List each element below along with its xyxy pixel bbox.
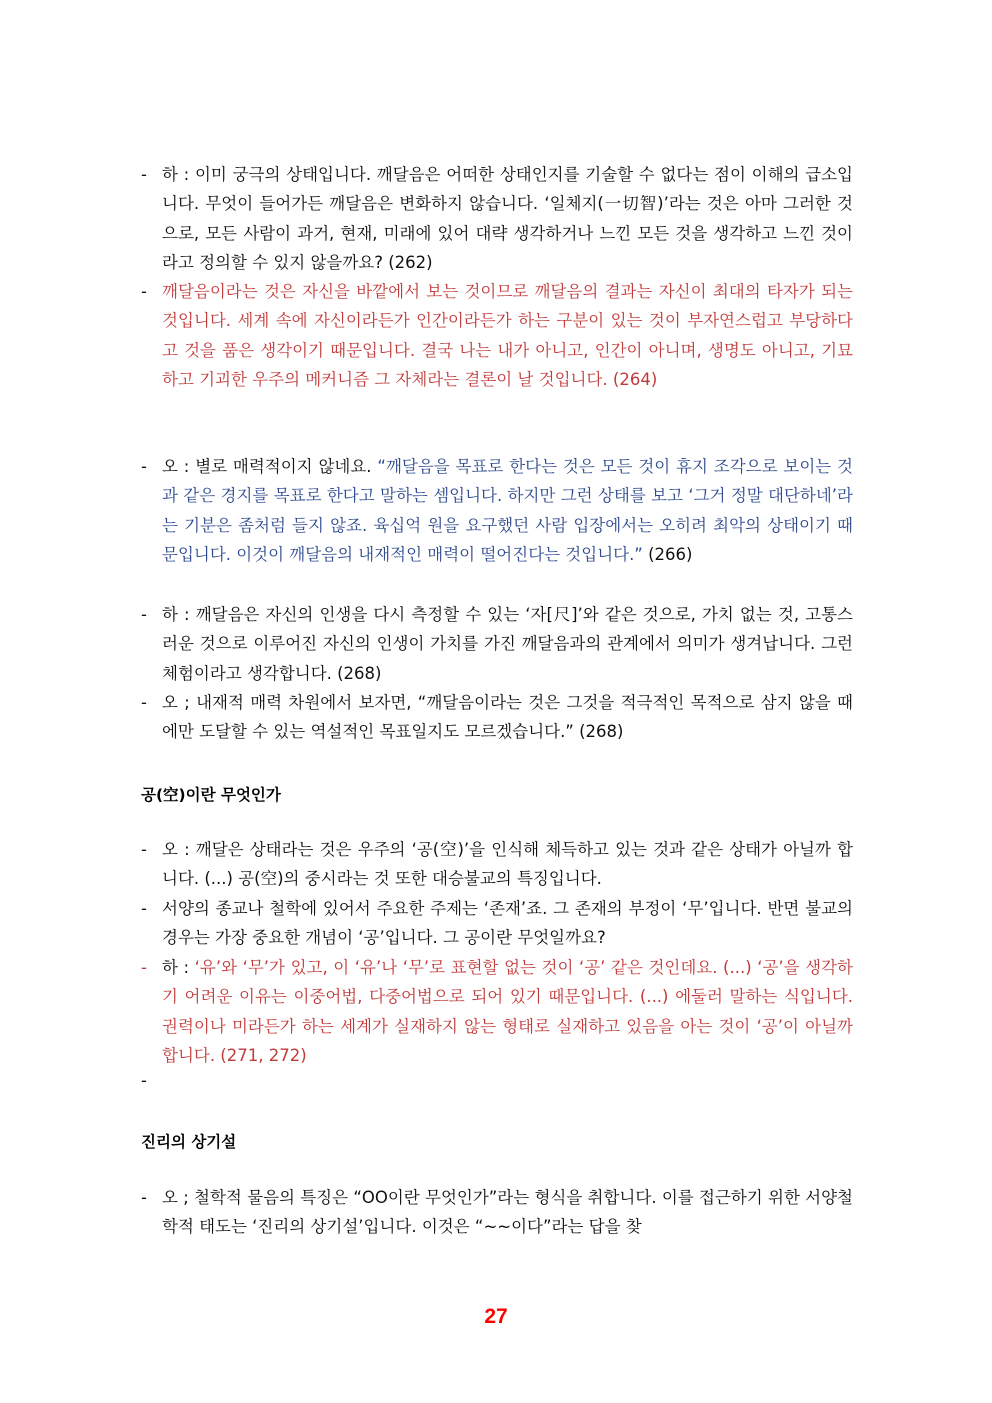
dialogue-item bbox=[141, 1183, 853, 1242]
page-number: 27 bbox=[484, 1305, 508, 1328]
bullet-dash: - bbox=[141, 605, 147, 624]
speaker-prefix: 하 : bbox=[162, 958, 195, 977]
bullet-dash: - bbox=[141, 165, 147, 184]
speaker-prefix: 오 : 별로 매력적이지 않네요. bbox=[162, 457, 378, 476]
dialogue-text: 깨달음이라는 것은 자신을 바깥에서 보는 것이므로 깨달음의 결과는 자신이 최대의 타자가 되는 것입니다. 세계 속에 자신이라든가 인간이라든가 하는 구분이 있는 것이 부자연스럽고 부당하다고 것을 품은 생각이기 때문입니다. 결국 나는 내가 아니고, 인간이 아니며, 생명도 아니고, 기묘하고 기괴한 우주의 메커니즘 그 자체라는 결론이 날 것입니다. (264) bbox=[162, 282, 853, 389]
dialogue-item bbox=[141, 835, 853, 894]
section-heading: 진리의 상기설 bbox=[141, 1133, 237, 1151]
dialogue-item-highlight-red bbox=[141, 277, 853, 394]
dialogue-text: 이미 궁극의 상태입니다. 깨달음은 어떠한 상태인지를 기술할 수 없다는 점이 이해의 급소입니다. 무엇이 들어가든 깨달음은 변화하지 않습니다. ‘일체지(一切智)’라는 것은 아마 그러한 것으로, 모든 사람이 과거, 현재, 미래에 있어 대략 생각하거나 느낀 모든 것을 생각하고 느낀 것이라고 정의할 수 있지 않을까요? (262) bbox=[162, 165, 853, 272]
section-heading: 공(空)이란 무엇인가 bbox=[141, 786, 281, 804]
empty-bullet-dash: - bbox=[141, 1071, 147, 1090]
dialogue-item bbox=[141, 688, 853, 747]
dialogue-item-highlight-red bbox=[141, 953, 853, 1070]
quoted-text-blue: “깨달음을 목표로 한다는 것은 모든 것이 휴지 조각으로 보이는 것과 같은 경지를 목표로 한다고 말하는 셈입니다. 하지만 그런 상태를 보고 ‘그거 정말 대단하네’라는 기분은 좀처럼 들지 않죠. 육십억 원을 요구했던 사람 입장에서는 오히려 최악의 상태이기 때문입니다. 이것이 깨달음의 내재적인 매력이 떨어진다는 것입니다.” bbox=[162, 457, 854, 564]
bullet-dash: - bbox=[141, 958, 147, 977]
dialogue-text: 서양의 종교나 철학에 있어서 주요한 주제는 ‘존재’죠. 그 존재의 부정이 ‘무’입니다. 반면 불교의 경우는 가장 중요한 개념이 ‘공’입니다. 그 공이란 무엇일까요? bbox=[162, 899, 853, 948]
dialogue-item bbox=[141, 452, 853, 569]
dialogue-item bbox=[141, 600, 853, 688]
dialogue-text: 오 : 깨달은 상태라는 것은 우주의 ‘공(空)’을 인식해 체득하고 있는 것과 같은 상태가 아닐까 합니다. (...) 공(空)의 중시라는 것 또한 대승불교의 특징입니다. bbox=[162, 840, 853, 889]
bullet-dash: - bbox=[141, 282, 147, 301]
bullet-dash: - bbox=[141, 840, 147, 859]
page-citation: (266) bbox=[642, 544, 693, 564]
dialogue-text: 오 ; 철학적 물음의 특징은 “OO이란 무엇인가”라는 형식을 취합니다. 이를 접근하기 위한 서양철학적 태도는 ‘진리의 상기설’입니다. 이것은 “~~이다”라는 답을 찾 bbox=[162, 1188, 853, 1237]
speaker-prefix: 하 : bbox=[162, 165, 195, 184]
dialogue-item bbox=[141, 160, 853, 277]
bullet-dash: - bbox=[141, 457, 147, 476]
dialogue-item bbox=[141, 894, 853, 953]
bullet-dash: - bbox=[141, 693, 147, 712]
bullet-dash: - bbox=[141, 899, 147, 918]
bullet-dash: - bbox=[141, 1188, 147, 1207]
dialogue-text: ‘유’와 ‘무’가 있고, 이 ‘유’나 ‘무’로 표현할 없는 것이 ‘공’ 같은 것인데요. (...) ‘공’을 생각하기 어려운 이유는 이중어법, 다중어법으로 되어 있기 때문입니다. (...) 에둘러 말하는 식입니다. 권력이나 미라든가 하는 세계가 실재하지 않는 형태로 실재하고 있음을 아는 것이 ‘공’이 아닐까 합니다. (271, 272) bbox=[162, 958, 853, 1065]
dialogue-text: 하 : 깨달음은 자신의 인생을 다시 측정할 수 있는 ‘자[尺]’와 같은 것으로, 가치 없는 것, 고통스러운 것으로 이루어진 자신의 인생이 가치를 가진 깨달음과의 관계에서 의미가 생겨납니다. 그런 체험이라고 생각합니다. (268) bbox=[162, 605, 853, 683]
dialogue-text: 오 ; 내재적 매력 차원에서 보자면, “깨달음이라는 것은 그것을 적극적인 목적으로 삼지 않을 때에만 도달할 수 있는 역설적인 목표일지도 모르겠습니다.” (268) bbox=[162, 693, 853, 742]
